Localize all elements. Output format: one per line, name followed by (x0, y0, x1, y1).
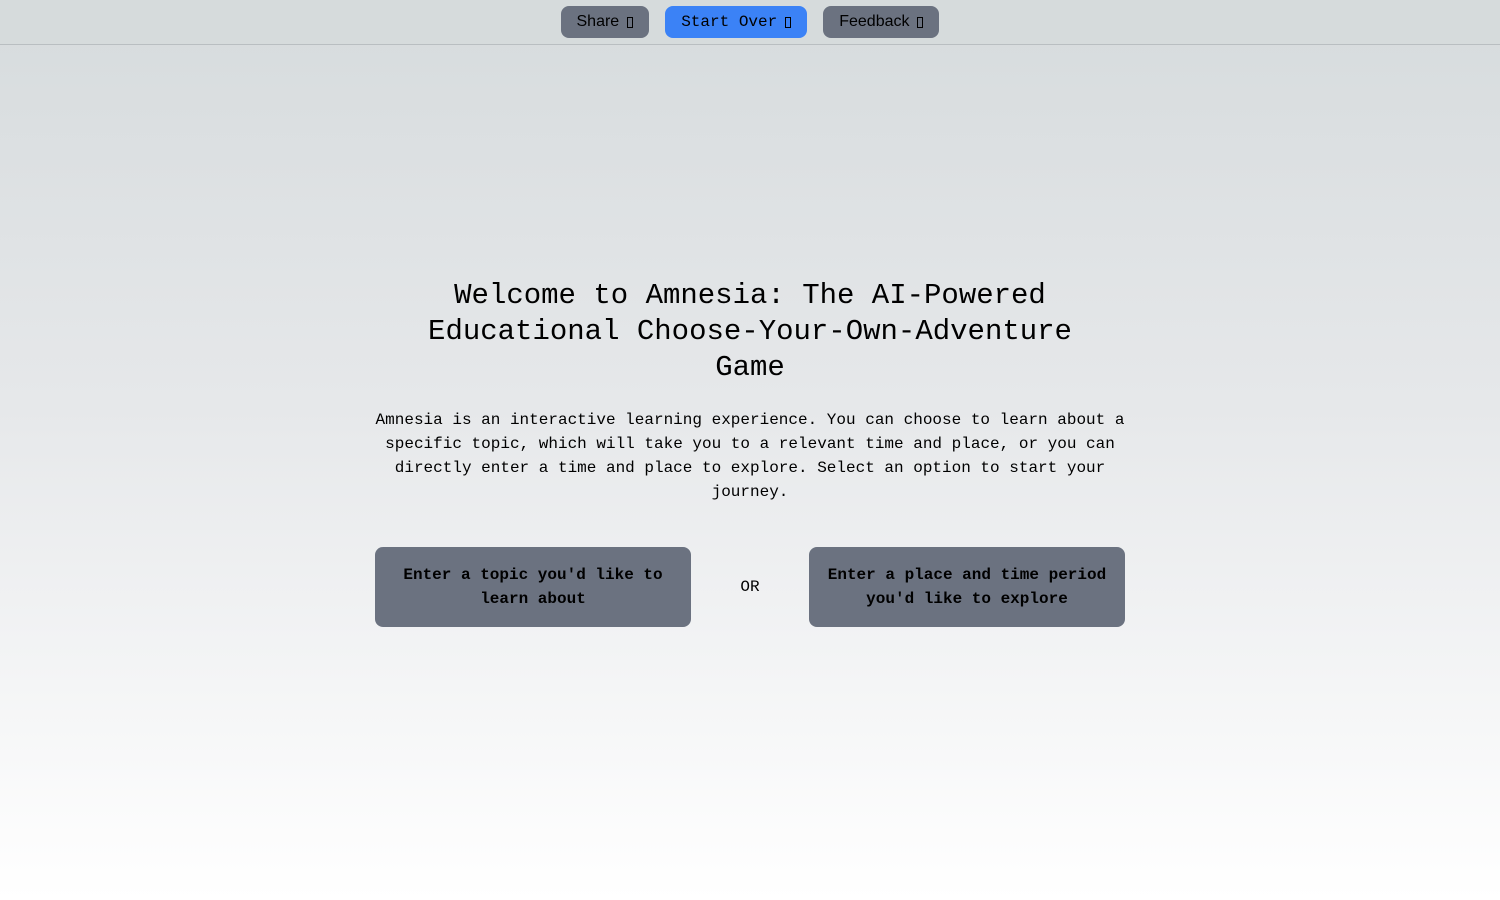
enter-topic-button[interactable]: Enter a topic you'd like to learn about (375, 547, 691, 627)
start-options (375, 547, 1125, 627)
enter-place-time-button[interactable]: Enter a place and time period you'd like to explore (809, 547, 1125, 627)
intro-description: Amnesia is an interactive learning experience. You can choose to learn about a specific topic, which will take you to a relevant time and place, or you can directly enter a time and place to explore. Select an option to start your journey. (375, 411, 1125, 501)
start-over-button-label: Start Over (681, 13, 778, 31)
share-button[interactable] (561, 6, 650, 38)
feedback-button[interactable] (823, 6, 939, 38)
top-navbar (0, 0, 1500, 45)
welcome-panel (375, 278, 1125, 627)
page-title: Welcome to Amnesia: The AI-Powered Educational Choose-Your-Own-Adventure Game (428, 279, 1072, 384)
share-icon (627, 17, 633, 28)
or-separator: OR (740, 578, 760, 596)
restart-icon (785, 17, 791, 28)
start-over-button[interactable] (665, 6, 807, 38)
feedback-icon (917, 17, 923, 28)
share-button-label: Share (576, 13, 620, 30)
feedback-button-label: Feedback (839, 13, 910, 30)
